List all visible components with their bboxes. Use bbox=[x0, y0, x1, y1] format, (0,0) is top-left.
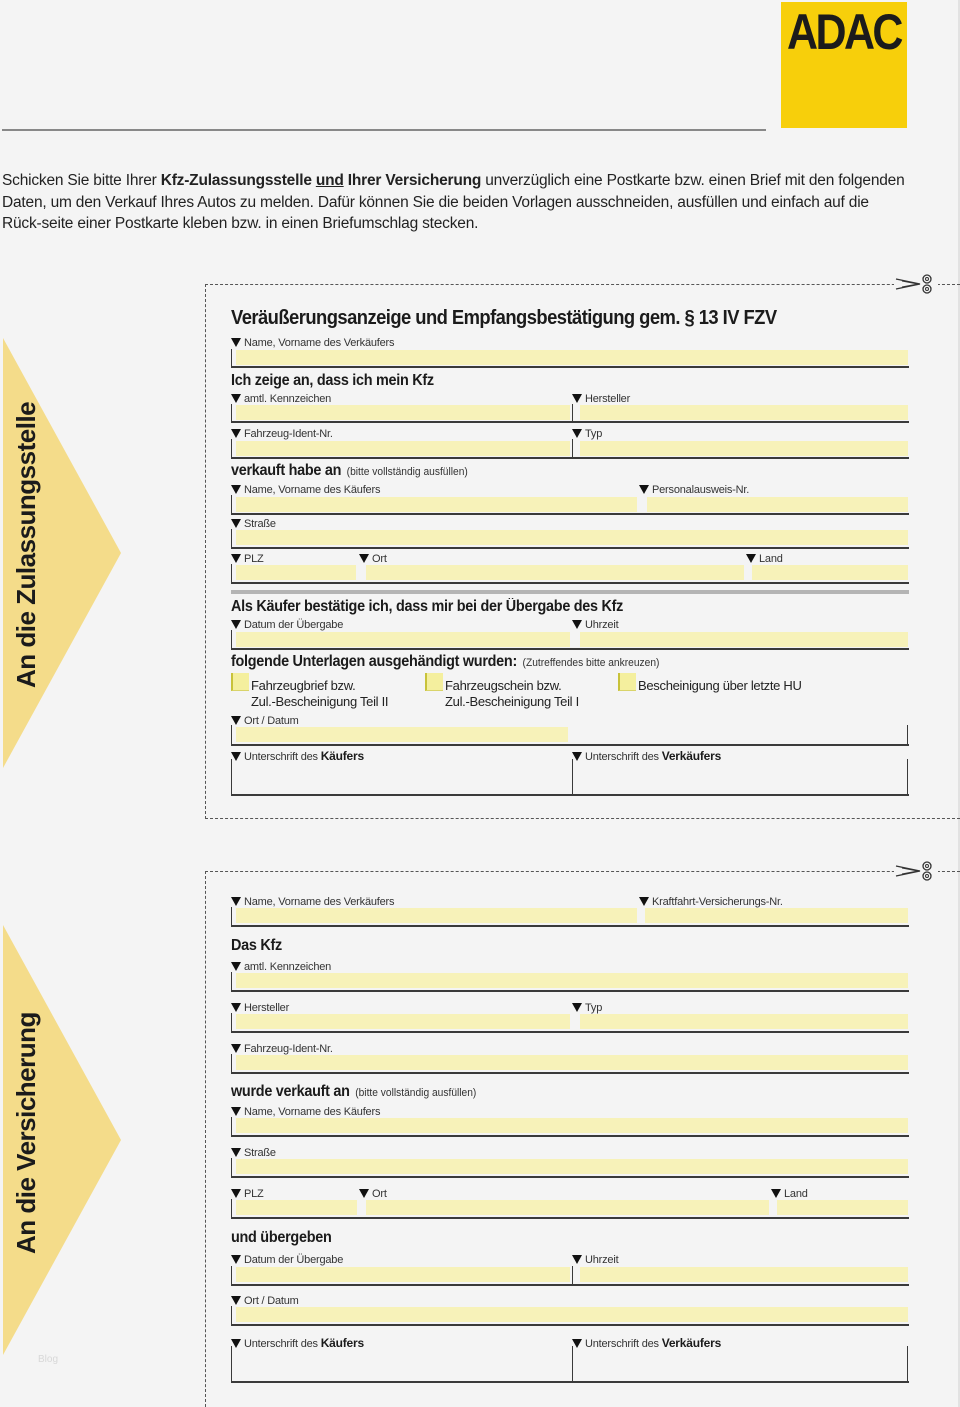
down-triangle-icon bbox=[231, 716, 241, 725]
field-divider bbox=[572, 1266, 573, 1284]
label-text: Ort bbox=[372, 553, 387, 565]
time-label bbox=[572, 619, 618, 631]
label-text: Unterschrift des bbox=[585, 751, 662, 763]
field-tick bbox=[231, 564, 232, 582]
down-triangle-icon bbox=[572, 429, 582, 438]
checkbox-label-inspection-cert bbox=[638, 678, 802, 694]
field-tick bbox=[231, 529, 232, 547]
field-tick bbox=[231, 495, 232, 513]
scissors-icon bbox=[894, 273, 938, 295]
field-tick bbox=[231, 1199, 232, 1217]
street-input[interactable] bbox=[236, 530, 908, 545]
field-underline bbox=[231, 1072, 909, 1074]
country-input[interactable] bbox=[752, 565, 908, 580]
intro-underline-and: und bbox=[315, 172, 344, 189]
place-date-input[interactable] bbox=[236, 727, 568, 742]
field-underline bbox=[231, 366, 909, 368]
handover-date-label bbox=[231, 1254, 343, 1266]
city-label bbox=[359, 1188, 387, 1200]
label-text: Straße bbox=[244, 1147, 276, 1159]
down-triangle-icon bbox=[572, 1003, 582, 1012]
zip-input[interactable] bbox=[236, 565, 356, 580]
checkbox-label-registration-cert bbox=[445, 678, 579, 710]
label-text: Datum der Übergabe bbox=[244, 1254, 344, 1266]
watermark: Blog bbox=[38, 1354, 59, 1365]
buyer-name-input[interactable] bbox=[236, 1118, 908, 1133]
seller-name-input[interactable] bbox=[236, 350, 908, 365]
manufacturer-label bbox=[572, 393, 630, 405]
label-text: Unterschrift des bbox=[244, 751, 321, 763]
header-divider bbox=[2, 129, 766, 131]
vin-input[interactable] bbox=[236, 441, 570, 456]
label-text: Land bbox=[759, 553, 783, 565]
label-text: PLZ bbox=[244, 553, 264, 565]
city-input[interactable] bbox=[366, 1200, 769, 1215]
field-tick bbox=[231, 759, 232, 795]
field-underline bbox=[231, 421, 909, 423]
label-bold: Käufers bbox=[320, 1336, 364, 1350]
field-tick bbox=[231, 1158, 232, 1176]
field-divider bbox=[572, 404, 573, 422]
country-label bbox=[771, 1188, 808, 1200]
logo-text: ADAC bbox=[787, 4, 901, 60]
manufacturer-input[interactable] bbox=[580, 405, 908, 420]
down-triangle-icon bbox=[359, 554, 369, 563]
field-underline bbox=[231, 457, 909, 459]
heading-note: (bitte vollständig ausfüllen) bbox=[355, 1087, 477, 1099]
field-underline bbox=[231, 744, 909, 746]
manufacturer-label bbox=[231, 1002, 289, 1014]
down-triangle-icon bbox=[231, 1255, 241, 1264]
intro-paragraph bbox=[2, 170, 912, 235]
field-underline bbox=[231, 1135, 909, 1137]
type-label bbox=[572, 1002, 602, 1014]
insurance-no-label bbox=[639, 896, 783, 908]
down-triangle-icon bbox=[231, 519, 241, 528]
down-triangle-icon bbox=[359, 1189, 369, 1198]
label-text: Ort / Datum bbox=[244, 1295, 299, 1307]
time-input[interactable] bbox=[580, 632, 908, 647]
field-tick bbox=[231, 404, 232, 422]
field-underline bbox=[231, 1217, 909, 1219]
down-triangle-icon bbox=[231, 962, 241, 971]
field-tick bbox=[231, 725, 232, 745]
label-text: Land bbox=[784, 1188, 808, 1200]
zip-label bbox=[231, 553, 264, 565]
field-underline bbox=[231, 547, 909, 549]
field-tick bbox=[231, 349, 232, 367]
country-input[interactable] bbox=[777, 1200, 908, 1215]
down-triangle-icon bbox=[231, 394, 241, 403]
down-triangle-icon bbox=[231, 1189, 241, 1198]
down-triangle-icon bbox=[231, 485, 241, 494]
down-triangle-icon bbox=[231, 620, 241, 629]
handover-date-input[interactable] bbox=[236, 1267, 570, 1282]
adac-logo bbox=[781, 2, 907, 128]
field-underline bbox=[231, 648, 909, 650]
label-text: Straße bbox=[244, 518, 276, 530]
place-date-label bbox=[231, 715, 299, 727]
type-label bbox=[572, 428, 602, 440]
checkbox-inspection-cert[interactable] bbox=[618, 673, 636, 691]
checkbox-label-vehicle-title bbox=[251, 678, 388, 710]
label-text: Datum der Übergabe bbox=[244, 619, 344, 631]
section-sold-heading bbox=[231, 462, 468, 480]
form-title: Veräußerungsanzeige und Empfangsbestätigung gem. § 13 IV FZV bbox=[231, 307, 777, 329]
intro-text-rest: unverzüglich eine Postkarte bzw. einen Brief mit den folgenden Daten, um den Verkauf Ihres Autos zu melden. Dafür können Sie die beiden Vorlagen ausschneiden, ausfüllen und einfach auf die Rück-seite einer Postkarte kleben bzw. in einen Briefumschlag stecken. bbox=[2, 172, 905, 232]
street-input[interactable] bbox=[236, 1159, 908, 1174]
label-text: Name, Vorname des Verkäufers bbox=[244, 896, 395, 908]
heading-text: folgende Unterlagen ausgehändigt wurden: bbox=[231, 653, 517, 670]
side-label-insurance: An die Versicherung bbox=[11, 1012, 41, 1254]
city-input[interactable] bbox=[366, 565, 744, 580]
field-underline bbox=[231, 925, 909, 927]
section-handover-heading: und übergeben bbox=[231, 1229, 332, 1246]
down-triangle-icon bbox=[639, 897, 649, 906]
label-text: Personalausweis-Nr. bbox=[652, 484, 750, 496]
label-text: Ort bbox=[372, 1188, 387, 1200]
zip-input[interactable] bbox=[236, 1200, 357, 1215]
down-triangle-icon bbox=[572, 394, 582, 403]
label-bold: Verkäufers bbox=[661, 749, 722, 763]
handover-date-input[interactable] bbox=[236, 632, 570, 647]
buyer-signature-area[interactable] bbox=[231, 760, 572, 794]
time-label bbox=[572, 1254, 618, 1266]
field-tick bbox=[231, 1117, 232, 1135]
field-underline bbox=[231, 1176, 909, 1178]
heading-text: wurde verkauft an bbox=[231, 1083, 350, 1100]
down-triangle-icon bbox=[746, 554, 756, 563]
plate-input[interactable] bbox=[236, 973, 908, 988]
field-divider bbox=[572, 1346, 573, 1382]
label-text: Fahrzeug-Ident-Nr. bbox=[244, 428, 333, 440]
down-triangle-icon bbox=[572, 620, 582, 629]
down-triangle-icon bbox=[639, 485, 649, 494]
field-underline bbox=[231, 513, 909, 515]
street-label bbox=[231, 1147, 276, 1159]
vin-label bbox=[231, 1043, 333, 1055]
checkbox-label-line: Fahrzeugschein bzw. bbox=[445, 678, 562, 693]
field-tick bbox=[231, 1306, 232, 1324]
seller-name-label bbox=[231, 337, 394, 349]
field-tick bbox=[231, 907, 232, 925]
field-tick bbox=[231, 1346, 232, 1382]
checkbox-label-line: Fahrzeugbrief bzw. bbox=[251, 678, 356, 693]
down-triangle-icon bbox=[231, 1044, 241, 1053]
label-text: Unterschrift des bbox=[244, 1338, 321, 1350]
field-underline bbox=[231, 1324, 909, 1326]
buyer-signature-area[interactable] bbox=[231, 1347, 572, 1381]
section-separator bbox=[231, 590, 909, 594]
down-triangle-icon bbox=[231, 1107, 241, 1116]
zip-label bbox=[231, 1188, 264, 1200]
field-divider bbox=[572, 439, 573, 457]
buyer-name-label bbox=[231, 1106, 380, 1118]
type-input[interactable] bbox=[580, 1014, 908, 1029]
label-bold: Käufers bbox=[320, 749, 364, 763]
field-tick bbox=[231, 630, 232, 648]
field-underline bbox=[231, 582, 909, 584]
section-confirm-heading: Als Käufer bestätige ich, dass mir bei der Übergabe des Kfz bbox=[231, 598, 624, 615]
checkbox-vehicle-title[interactable] bbox=[231, 673, 249, 691]
manufacturer-input[interactable] bbox=[236, 1014, 570, 1029]
down-triangle-icon bbox=[231, 429, 241, 438]
plate-label bbox=[231, 393, 331, 405]
down-triangle-icon bbox=[771, 1189, 781, 1198]
field-underline bbox=[231, 990, 909, 992]
label-text: Typ bbox=[585, 1002, 603, 1014]
field-tick bbox=[231, 1266, 232, 1284]
intro-bold-insurance: Ihrer Versicherung bbox=[347, 172, 482, 189]
label-text: Uhrzeit bbox=[585, 1254, 619, 1266]
insurance-no-input[interactable] bbox=[645, 908, 908, 923]
buyer-name-label bbox=[231, 484, 380, 496]
id-card-input[interactable] bbox=[647, 497, 908, 512]
down-triangle-icon bbox=[231, 554, 241, 563]
seller-signature-area[interactable] bbox=[573, 760, 908, 794]
down-triangle-icon bbox=[572, 1255, 582, 1264]
heading-text: verkauft habe an bbox=[231, 462, 342, 479]
down-triangle-icon bbox=[231, 1148, 241, 1157]
label-text: Hersteller bbox=[244, 1002, 290, 1014]
down-triangle-icon bbox=[231, 1003, 241, 1012]
checkbox-registration-cert[interactable] bbox=[425, 673, 443, 691]
section-sold-heading bbox=[231, 1083, 476, 1101]
section-docs-heading bbox=[231, 653, 659, 671]
label-text: Fahrzeug-Ident-Nr. bbox=[244, 1043, 333, 1055]
seller-name-input[interactable] bbox=[236, 908, 637, 923]
field-tick bbox=[907, 1346, 908, 1382]
field-tick bbox=[231, 1054, 232, 1072]
field-tick bbox=[231, 972, 232, 990]
plate-input[interactable] bbox=[236, 405, 570, 420]
vin-input[interactable] bbox=[236, 1055, 908, 1070]
plate-label bbox=[231, 961, 331, 973]
city-label bbox=[359, 553, 387, 565]
vin-label bbox=[231, 428, 333, 440]
section-vehicle-heading: Ich zeige an, dass ich mein Kfz bbox=[231, 372, 434, 389]
label-text: Hersteller bbox=[585, 393, 631, 405]
cut-line-bottom bbox=[205, 818, 960, 819]
heading-note: (Zutreffendes bitte ankreuzen) bbox=[522, 657, 660, 669]
seller-name-label bbox=[231, 896, 394, 908]
field-tick bbox=[907, 725, 908, 745]
heading-note: (bitte vollständig ausfüllen) bbox=[346, 466, 468, 478]
label-text: Unterschrift des bbox=[585, 1338, 662, 1350]
buyer-name-input[interactable] bbox=[236, 497, 637, 512]
label-text: Name, Vorname des Käufers bbox=[244, 1106, 381, 1118]
country-label bbox=[746, 553, 783, 565]
label-text: Uhrzeit bbox=[585, 619, 619, 631]
checkbox-label-line: Bescheinigung über letzte HU bbox=[638, 678, 802, 693]
scissors-icon bbox=[894, 860, 938, 882]
seller-signature-area[interactable] bbox=[573, 1347, 908, 1381]
label-text: amtl. Kennzeichen bbox=[244, 393, 332, 405]
label-bold: Verkäufers bbox=[661, 1336, 722, 1350]
label-text: Name, Vorname des Käufers bbox=[244, 484, 381, 496]
field-tick bbox=[231, 439, 232, 457]
checkbox-label-line: Zul.-Bescheinigung Teil II bbox=[251, 694, 389, 709]
place-date-label bbox=[231, 1295, 299, 1307]
label-text: Kraftfahrt-Versicherungs-Nr. bbox=[652, 896, 783, 908]
down-triangle-icon bbox=[231, 1296, 241, 1305]
cutout-frame-insurance bbox=[205, 871, 960, 1407]
field-tick bbox=[231, 1013, 232, 1031]
field-underline bbox=[231, 1284, 909, 1286]
side-label-registration-office: An die Zulassungsstelle bbox=[11, 401, 41, 688]
intro-bold-registration-office: Kfz-Zulassungsstelle bbox=[160, 172, 312, 189]
field-underline bbox=[231, 1381, 909, 1383]
field-divider bbox=[572, 759, 573, 795]
handover-date-label bbox=[231, 619, 343, 631]
field-underline bbox=[231, 794, 909, 796]
id-card-label bbox=[639, 484, 749, 496]
field-tick bbox=[907, 759, 908, 795]
street-label bbox=[231, 518, 276, 530]
label-text: Ort / Datum bbox=[244, 715, 299, 727]
type-input[interactable] bbox=[580, 441, 908, 456]
label-text: amtl. Kennzeichen bbox=[244, 961, 332, 973]
label-text: Typ bbox=[585, 428, 603, 440]
section-vehicle-heading: Das Kfz bbox=[231, 937, 282, 954]
down-triangle-icon bbox=[231, 338, 241, 347]
down-triangle-icon bbox=[231, 897, 241, 906]
label-text: PLZ bbox=[244, 1188, 264, 1200]
field-underline bbox=[231, 1031, 909, 1033]
checkbox-label-line: Zul.-Bescheinigung Teil I bbox=[445, 694, 579, 709]
place-date-input[interactable] bbox=[236, 1307, 908, 1322]
label-text: Name, Vorname des Verkäufers bbox=[244, 337, 395, 349]
intro-text: Schicken Sie bitte Ihrer bbox=[2, 172, 161, 189]
time-input[interactable] bbox=[580, 1267, 908, 1282]
